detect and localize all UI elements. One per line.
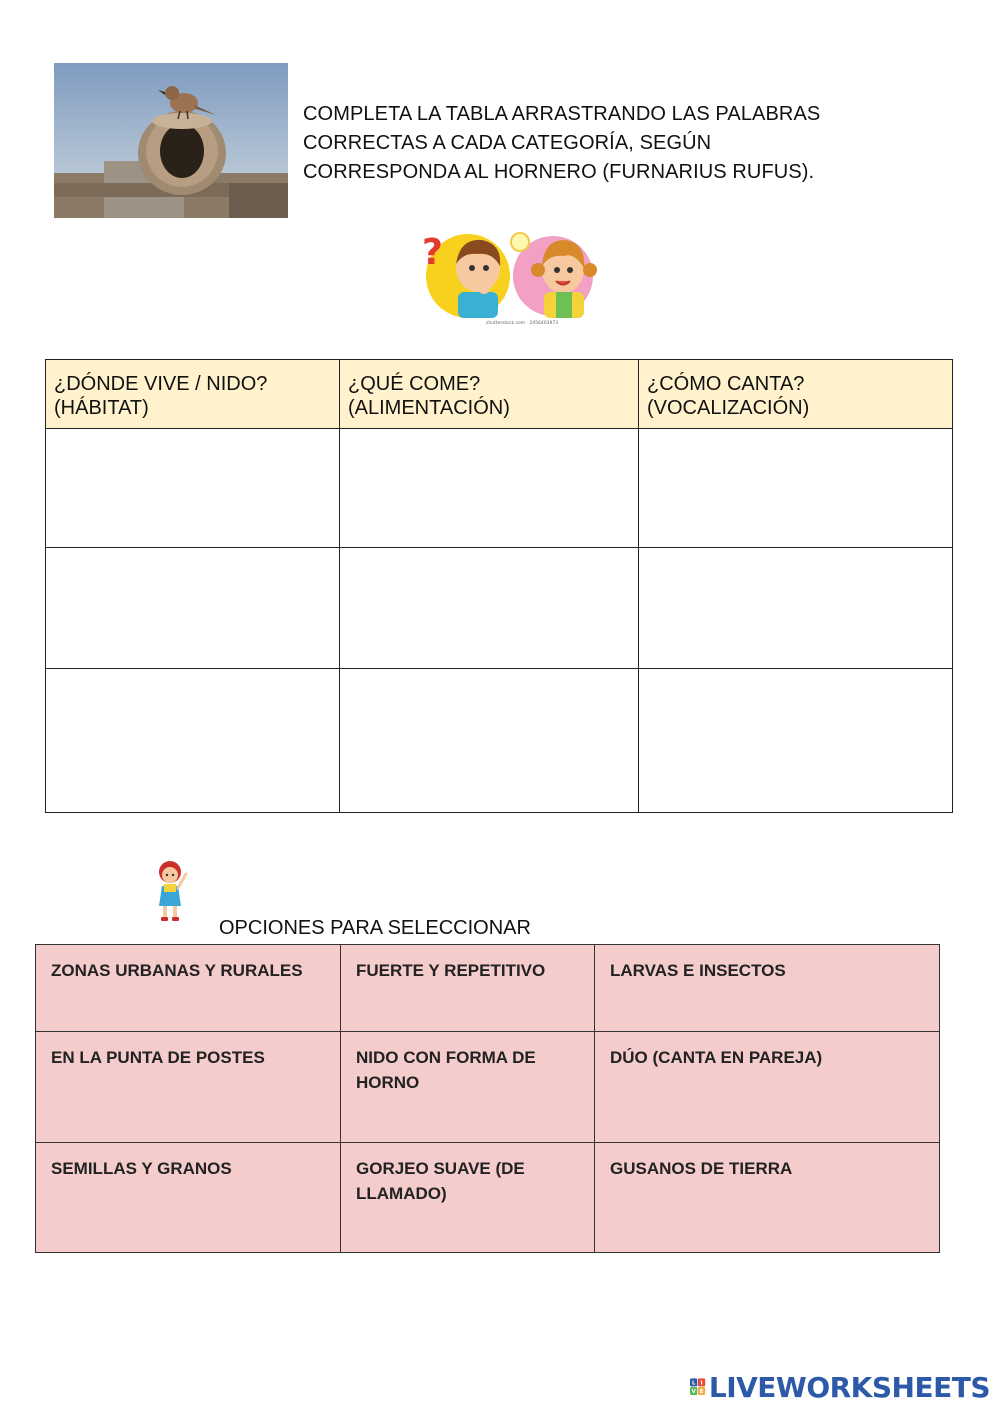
answer-row bbox=[46, 668, 953, 812]
logo-text: LIVEWORKSHEETS bbox=[708, 1370, 990, 1404]
answer-row bbox=[46, 429, 953, 548]
instructions-line-3: CORRESPONDA AL HORNERO (FURNARIUS RUFUS). bbox=[303, 161, 815, 183]
option-chip[interactable]: EN LA PUNTA DE POSTES bbox=[36, 1032, 341, 1143]
drop-zone-song-3[interactable] bbox=[639, 668, 953, 812]
answer-table-header-row bbox=[46, 360, 953, 429]
options-title: OPCIONES PARA SELECCIONAR bbox=[219, 917, 531, 939]
kids-credit: shutterstock.com · 2456403973 bbox=[486, 321, 559, 326]
drop-zone-habitat-2[interactable] bbox=[46, 548, 340, 668]
instructions bbox=[303, 100, 903, 187]
option-chip[interactable]: ZONAS URBANAS Y RURALES bbox=[36, 945, 341, 1032]
thinking-kids-illustration bbox=[418, 226, 614, 326]
options-row bbox=[36, 945, 940, 1032]
logo-icon-letter: E bbox=[699, 1388, 704, 1395]
liveworksheets-logo bbox=[690, 1370, 990, 1404]
drop-zone-habitat-3[interactable] bbox=[46, 668, 340, 812]
drop-zone-song-2[interactable] bbox=[639, 548, 953, 668]
pointing-girl-icon bbox=[150, 858, 194, 924]
header-habitat-line-1: ¿DÓNDE VIVE / NIDO? bbox=[54, 373, 268, 395]
options-table bbox=[35, 944, 940, 1253]
liveworksheets-logo-icon bbox=[690, 1374, 706, 1400]
drop-zone-food-3[interactable] bbox=[340, 668, 639, 812]
option-chip[interactable]: DÚO (CANTA EN PAREJA) bbox=[595, 1032, 940, 1143]
option-chip[interactable]: SEMILLAS Y GRANOS bbox=[36, 1143, 341, 1253]
options-row bbox=[36, 1032, 940, 1143]
header-food bbox=[340, 360, 639, 429]
logo-icon-letter: L bbox=[691, 1380, 696, 1387]
drop-zone-food-1[interactable] bbox=[340, 429, 639, 548]
logo-icon-letter: I bbox=[700, 1380, 703, 1387]
option-chip[interactable]: NIDO CON FORMA DE HORNO bbox=[341, 1032, 595, 1143]
instructions-line-1: COMPLETA LA TABLA ARRASTRANDO LAS PALABRAS bbox=[303, 103, 821, 125]
option-chip[interactable]: GUSANOS DE TIERRA bbox=[595, 1143, 940, 1253]
header-song bbox=[639, 360, 953, 429]
option-chip[interactable]: FUERTE Y REPETITIVO bbox=[341, 945, 595, 1032]
answer-table bbox=[45, 359, 953, 813]
drop-zone-habitat-1[interactable] bbox=[46, 429, 340, 548]
header-song-line-2: (VOCALIZACIÓN) bbox=[647, 397, 810, 419]
header-food-line-2: (ALIMENTACIÓN) bbox=[348, 397, 510, 419]
drop-zone-song-1[interactable] bbox=[639, 429, 953, 548]
options-row bbox=[36, 1143, 940, 1253]
hornero-bird-photo bbox=[54, 63, 288, 218]
option-chip[interactable]: LARVAS E INSECTOS bbox=[595, 945, 940, 1032]
header-habitat bbox=[46, 360, 340, 429]
header-habitat-line-2: (HÁBITAT) bbox=[54, 397, 149, 419]
header-song-line-1: ¿CÓMO CANTA? bbox=[647, 373, 805, 395]
drop-zone-food-2[interactable] bbox=[340, 548, 639, 668]
svg-text:?: ? bbox=[422, 232, 443, 273]
instructions-line-2: CORRECTAS A CADA CATEGORÍA, SEGÚN bbox=[303, 132, 712, 154]
logo-icon-letter: V bbox=[691, 1388, 696, 1395]
answer-row bbox=[46, 548, 953, 668]
header-food-line-1: ¿QUÉ COME? bbox=[348, 373, 481, 395]
option-chip[interactable]: GORJEO SUAVE (DE LLAMADO) bbox=[341, 1143, 595, 1253]
